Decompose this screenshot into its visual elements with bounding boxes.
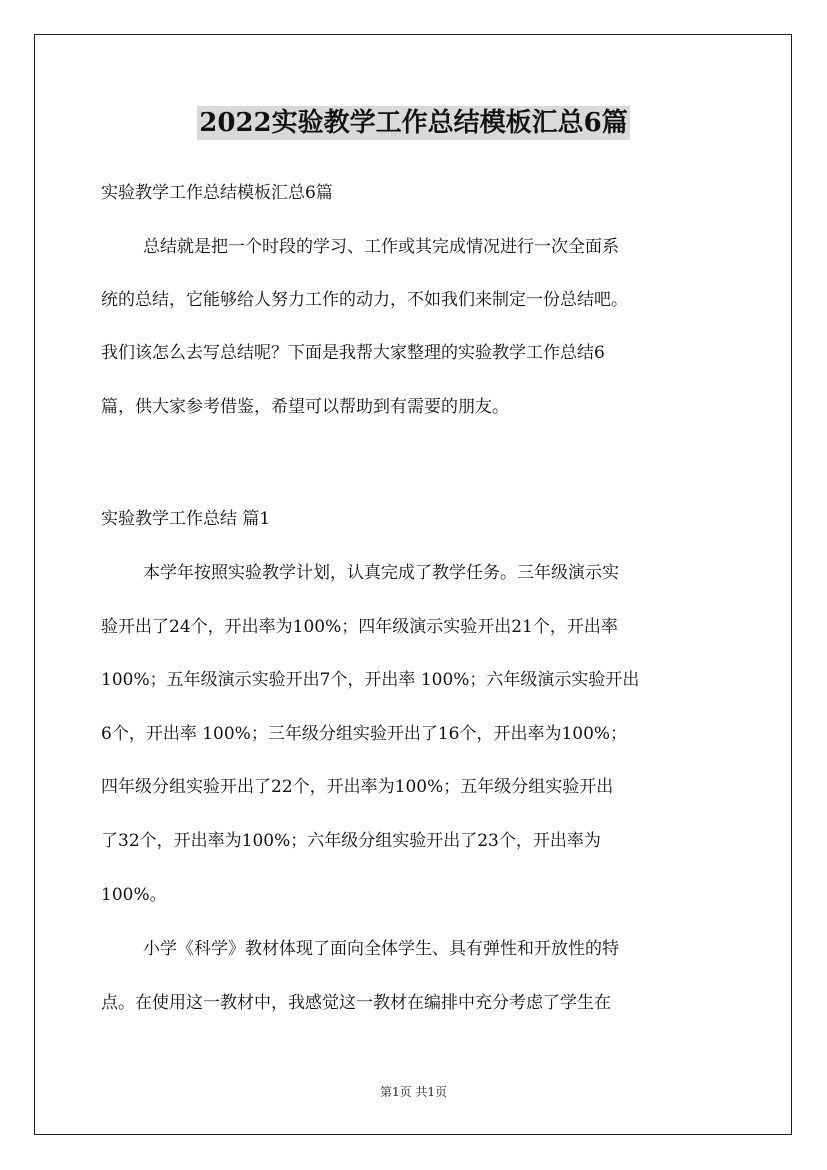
subtitle-line: 实验教学工作总结模板汇总6篇 (101, 183, 333, 203)
paragraph-1-line-1: 总结就是把一个时段的学习、工作或其完成情况进行一次全面系 (143, 237, 619, 257)
paragraph-2-line-4: 6个，开出率 100%；三年级分组实验开出了16个，开出率为100%； (101, 724, 628, 744)
paragraph-2-line-7: 100%。 (101, 885, 167, 905)
paragraph-1-line-2: 统的总结，它能够给人努力工作的动力，不如我们来制定一份总结吧。 (101, 290, 628, 310)
document-title (0, 100, 827, 146)
paragraph-2-line-6: 了32个，开出率为100%；六年级分组实验开出了23个，开出率为 (101, 831, 601, 851)
paragraph-1-line-3: 我们该怎么去写总结呢？下面是我帮大家整理的实验教学工作总结6 (101, 343, 605, 363)
paragraph-3-line-2: 点。在使用这一教材中，我感觉这一教材在编排中充分考虑了学生在 (101, 993, 611, 1013)
paragraph-2-line-3: 100%；五年级演示实验开出7个，开出率 100%；六年级演示实验开出 (101, 670, 640, 690)
paragraph-3-line-1: 小学《科学》教材体现了面向全体学生、具有弹性和开放性的特 (143, 939, 619, 959)
page-footer: 第1页 共1页 (379, 1085, 448, 1099)
paragraph-1-line-4: 篇，供大家参考借鉴，希望可以帮助到有需要的朋友。 (101, 397, 509, 417)
section-heading: 实验教学工作总结 篇1 (101, 509, 271, 529)
document-title-text: 2022实验教学工作总结模板汇总6篇 (199, 108, 628, 138)
paragraph-2-line-2: 验开出了24个，开出率为100%；四年级演示实验开出21个，开出率 (101, 617, 618, 637)
paragraph-2-line-5: 四年级分组实验开出了22个，开出率为100%；五年级分组实验开出 (101, 777, 614, 797)
paragraph-2-line-1: 本学年按照实验教学计划，认真完成了教学任务。三年级演示实 (143, 563, 619, 583)
